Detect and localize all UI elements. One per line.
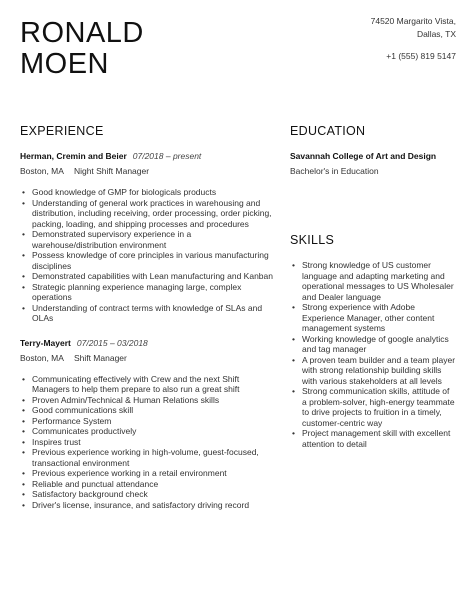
education-degree: Bachelor's in Education [290,166,379,176]
skill-item: • Strong communication skills, attitude of a problem-solver, high-energy teammate to drive projects to fruition in a timely, customer-centric way [290,386,456,428]
bullet-item: • Proven Admin/Technical & Human Relations skills [20,395,274,406]
job-entry [20,338,274,511]
last-name: MOEN [20,48,109,80]
bullet-item: • Satisfactory background check [20,489,274,500]
address-line-1: 74520 Margarito Vista, [370,16,456,26]
education-school: Savannah College of Art and Design [290,151,437,161]
experience-heading: EXPERIENCE [20,124,104,138]
job-bullets [20,374,274,511]
skills-heading: SKILLS [290,233,335,247]
bullet-item: • Good communications skill [20,405,274,416]
bullet-item: • Possess knowledge of core principles in various manufacturing disciplines [20,250,274,271]
job-company: Terry-Mayert [20,337,71,348]
skills-list [290,260,456,449]
job-dates: 07/2015 – 03/2018 [76,337,148,348]
skill-item: • Strong knowledge of US customer language and adapting marketing and operational messages to US Wholesaler and Dealer language [290,260,456,302]
candidate-name [20,18,144,80]
job-entry [20,151,274,324]
job-header [20,338,274,349]
bullet-item: • Previous experience working in high-volume, guest-focused, transactional environment [20,447,274,468]
job-location: Boston, MA [20,352,64,363]
contact-block [371,15,456,63]
skill-item: • A proven team builder and a team player with strong relationship building skills with various stakeholders at all levels [290,355,456,387]
job-bullets [20,187,274,324]
address-line-2: Dallas, TX [416,29,456,39]
bullet-item: • Understanding of general work practices in warehousing and distribution, including receiving, order processing, order picking, packing, loading, and shipping processes and procedures [20,198,274,230]
bullet-item: • Communicating effectively with Crew and the next Shift Managers to help them prepare to also run a great shift [20,374,274,395]
job-title: Shift Manager [73,352,127,363]
job-company: Herman, Cremin and Beier [20,151,127,161]
first-name: RONALD [20,17,144,49]
skill-item: • Working knowledge of google analytics and tag manager [290,334,456,355]
job-title: Night Shift Manager [73,166,150,176]
bullet-item: • Demonstrated capabilities with Lean manufacturing and Kanban [20,271,274,282]
bullet-item: • Inspires trust [20,437,274,448]
bullet-item: • Demonstrated supervisory experience in a warehouse/distribution environment [20,229,274,250]
education-skills-column [290,124,456,449]
experience-column [20,124,274,524]
bullet-item: • Driver's license, insurance, and satisfactory driving record [20,500,274,511]
job-dates: 07/2018 – present [132,151,202,161]
bullet-item: • Strategic planning experience managing large, complex operations [20,282,274,303]
bullet-item: • Good knowledge of GMP for biologicals products [20,187,274,198]
skill-item: • Project management skill with excellent attention to detail [290,428,456,449]
phone-number: +1 (555) 819 5147 [386,51,456,61]
job-subheader [20,166,274,177]
bullet-item: • Reliable and punctual attendance [20,479,274,490]
bullet-item: • Performance System [20,416,274,427]
bullet-item: • Previous experience working in a retail environment [20,468,274,479]
job-location: Boston, MA [20,166,64,176]
bullet-item: • Understanding of contract terms with knowledge of SLAs and OLAs [20,303,274,324]
job-subheader [20,353,274,364]
job-header [20,151,274,162]
education-heading: EDUCATION [290,124,366,138]
skill-item: • Strong experience with Adobe Experience Manager, other content management systems [290,302,456,334]
bullet-item: • Communicates productively [20,426,274,437]
